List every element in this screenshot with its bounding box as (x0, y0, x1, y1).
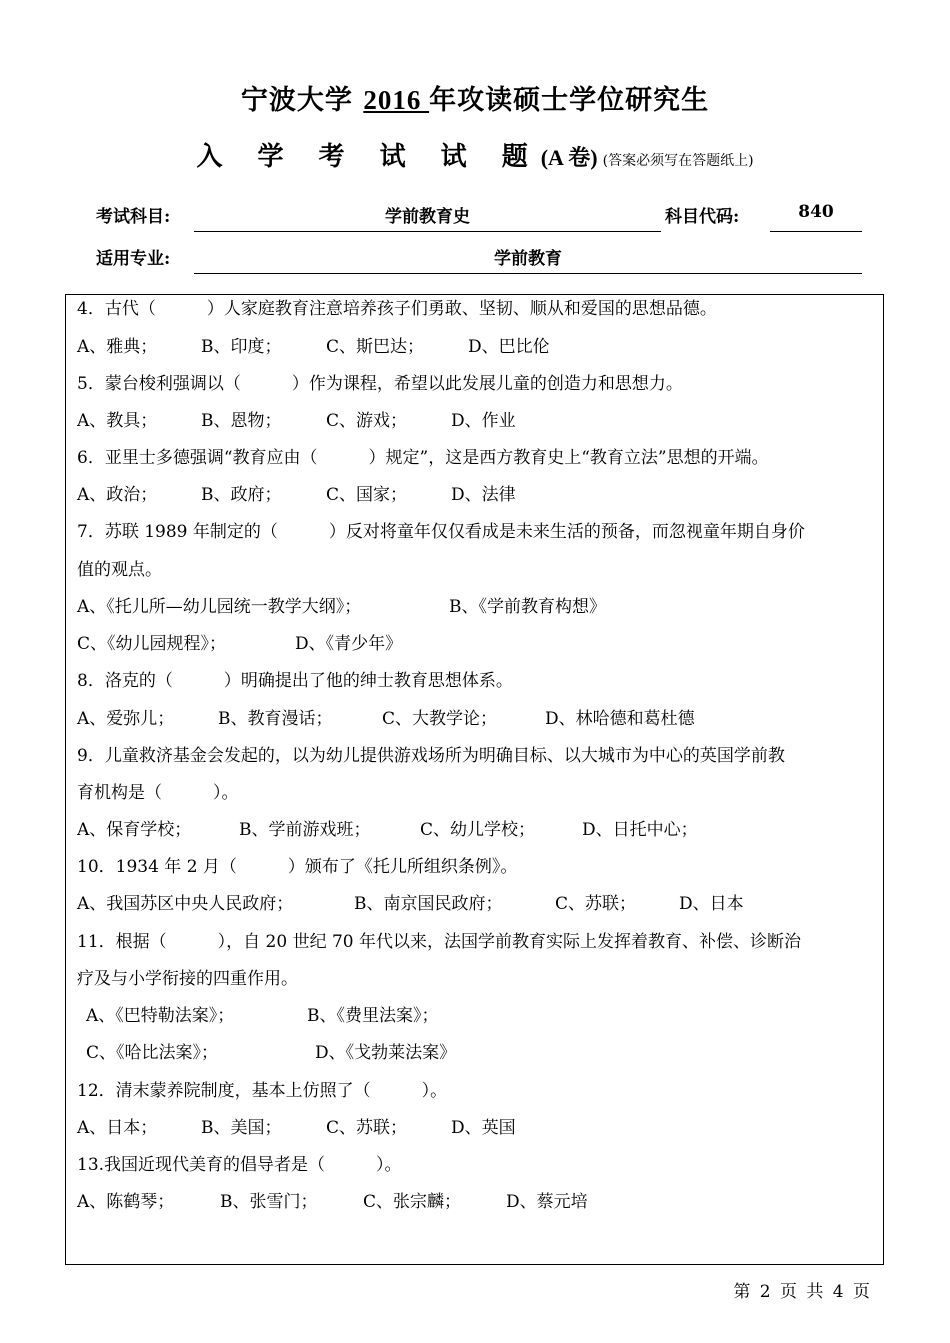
subject-label: 考试科目: (96, 207, 171, 227)
option-c: C、《哈比法案》； (86, 1043, 219, 1063)
subject-value: 学前教育史 (385, 207, 470, 227)
question-6-options (77, 484, 516, 506)
question-8-options (77, 708, 695, 730)
option-c: C、幼儿学校； (420, 820, 536, 840)
option-b: B、教育漫话； (218, 709, 333, 729)
option-a: A、教具； (77, 411, 158, 431)
question-7-options-1 (77, 596, 606, 618)
exam-title: 入 学 考 试 试 题 (196, 142, 541, 172)
option-a: A、《托儿所—幼儿园统一教学大纲》； (77, 597, 362, 617)
question-4-options (77, 336, 550, 358)
code-value: 840 (798, 202, 834, 222)
major-underline (194, 273, 862, 274)
option-d: D、蔡元培 (506, 1192, 588, 1212)
major-value: 学前教育 (494, 249, 562, 269)
option-d: D、法律 (451, 485, 516, 505)
option-b: B、恩物； (201, 411, 282, 431)
question-7-options-2 (77, 633, 402, 655)
answer-note: (答案必须写在答题纸上) (602, 153, 754, 169)
question-11-line-1: 11．根据（ ），自 20 世纪 70 年代以来，法国学前教育实际上发挥着教育、补偿、诊断治 (77, 932, 802, 952)
option-d: D、林哈德和葛杜德 (545, 709, 695, 729)
question-9-options (77, 819, 698, 841)
option-a: A、我国苏区中央人民政府； (77, 894, 294, 914)
option-b: B、南京国民政府； (354, 894, 503, 914)
option-a: A、保育学校； (77, 820, 192, 840)
title-year: 2016 (363, 85, 430, 115)
option-a: A、日本； (77, 1118, 158, 1138)
question-10-options (77, 893, 744, 915)
option-c: C、斯巴达； (326, 337, 425, 357)
title-prefix: 宁波大学 (240, 85, 364, 116)
option-c: C、《幼儿园规程》； (77, 634, 227, 654)
option-d: D、日托中心； (582, 820, 698, 840)
option-d: D、日本 (679, 894, 744, 914)
question-7-line-2: 值的观点。 (77, 560, 162, 580)
question-11-options-2 (86, 1042, 456, 1064)
question-5: 5．蒙台梭利强调以（ ）作为课程，希望以此发展儿童的创造力和思想力。 (77, 374, 683, 394)
question-13-options (77, 1191, 588, 1213)
option-b: B、《费里法案》； (307, 1006, 439, 1026)
question-6: 6．亚里士多德强调“教育应由（ ）规定”，这是西方教育史上“教育立法”思想的开端。 (77, 448, 769, 468)
option-c: C、苏联； (326, 1118, 408, 1138)
question-5-options (77, 410, 516, 432)
option-b: B、政府； (201, 485, 282, 505)
option-a: A、陈鹤琴； (77, 1192, 175, 1212)
exam-subtitle (0, 136, 950, 173)
question-12-options (77, 1117, 516, 1139)
question-10: 10．1934 年 2 月（ ）颁布了《托儿所组织条例》。 (77, 857, 518, 877)
code-label: 科目代码: (665, 207, 740, 227)
option-a: A、政治； (77, 485, 158, 505)
question-9-line-2: 育机构是（ ）。 (77, 783, 239, 803)
option-b: B、张雪门； (220, 1192, 318, 1212)
option-c: C、国家； (326, 485, 408, 505)
option-a: A、《巴特勒法案》； (86, 1006, 235, 1026)
option-c: C、苏联； (555, 894, 637, 914)
question-4: 4．古代（ ）人家庭教育注意培养孩子们勇敢、坚韧、顺从和爱国的思想品德。 (77, 299, 717, 319)
question-9-line-1: 9．儿童救济基金会发起的，以为幼儿提供游戏场所为明确目标、以大城市为中心的英国学前教 (77, 746, 785, 766)
exam-main-title (0, 78, 950, 117)
code-underline (770, 231, 862, 232)
title-suffix: 年攻读硕士学位研究生 (429, 85, 710, 116)
option-d: D、作业 (451, 411, 516, 431)
option-c: C、张宗麟； (363, 1192, 462, 1212)
question-11-line-2: 疗及与小学衔接的四重作用。 (77, 969, 298, 989)
question-13: 13.我国近现代美育的倡导者是（ ）。 (77, 1155, 402, 1175)
question-12: 12．清末蒙养院制度，基本上仿照了（ ）。 (77, 1081, 448, 1101)
question-8: 8．洛克的（ ）明确提出了他的绅士教育思想体系。 (77, 671, 513, 691)
option-a: A、雅典； (77, 337, 158, 357)
option-d: D、英国 (451, 1118, 516, 1138)
question-7-line-1: 7．苏联 1989 年制定的（ ）反对将童年仅仅看成是未来生活的预备，而忽视童年期自身价 (77, 522, 805, 542)
option-a: A、爱弥儿； (77, 709, 175, 729)
option-d: D、《青少年》 (295, 634, 403, 654)
question-11-options-1 (86, 1005, 439, 1027)
option-c: C、游戏； (326, 411, 408, 431)
option-b: B、《学前教育构想》 (449, 597, 606, 617)
option-b: B、学前游戏班； (239, 820, 371, 840)
option-c: C、大教学论； (382, 709, 498, 729)
major-label: 适用专业: (96, 249, 171, 269)
option-d: D、《戈勃莱法案》 (315, 1043, 457, 1063)
paper-version: (A 卷) (540, 145, 598, 170)
option-d: D、巴比伦 (468, 337, 550, 357)
option-b: B、美国； (201, 1118, 282, 1138)
page-number: 第 2 页 共 4 页 (733, 1282, 872, 1302)
option-b: B、印度； (201, 337, 282, 357)
subject-underline (194, 231, 661, 232)
